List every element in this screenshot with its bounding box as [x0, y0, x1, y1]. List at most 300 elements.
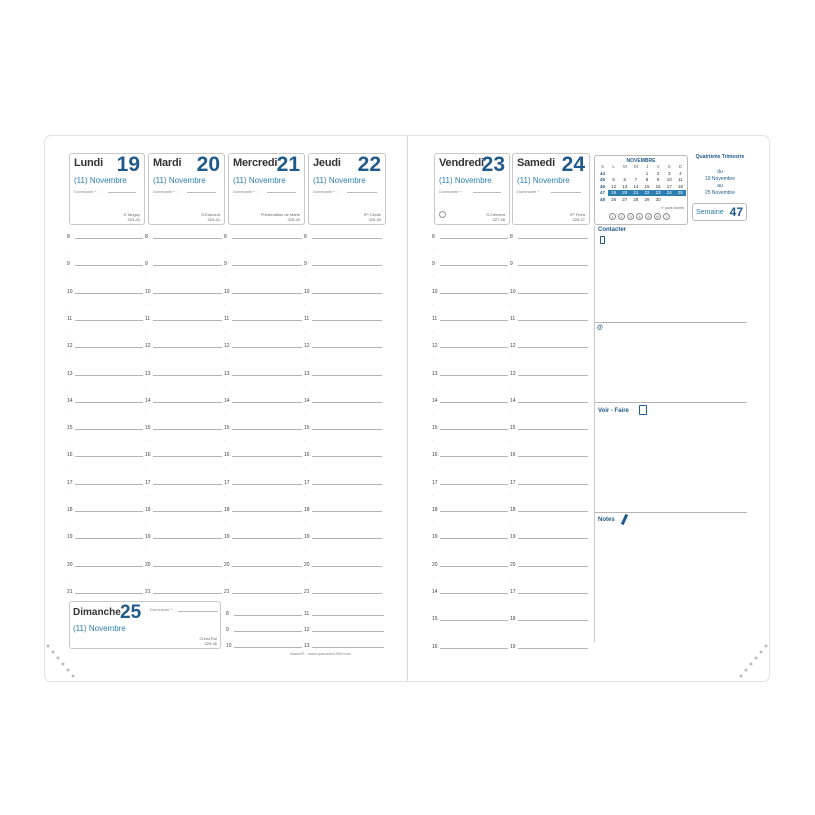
phone-icon [600, 236, 605, 244]
hour-line [312, 293, 382, 294]
day-cell: 28 [633, 196, 639, 202]
hour-label: 15 [304, 425, 310, 431]
hour-label: 17 [304, 480, 310, 486]
half-hour-dot: · [67, 547, 69, 553]
hour-line [75, 566, 143, 567]
hour-label: 8 [304, 234, 307, 240]
hour-label: 20 [67, 562, 73, 568]
half-hour-dot: · [510, 493, 512, 499]
hour-label: 14 [224, 398, 230, 404]
hour-line [75, 265, 143, 266]
day-month: (11) Novembre [153, 176, 206, 185]
hour-line [75, 320, 143, 321]
week-number-cell: 47 [600, 190, 606, 195]
hour-label: 9 [510, 261, 513, 267]
mini-calendar-grid [597, 164, 686, 202]
half-hour-dot: · [224, 411, 226, 417]
day-box-vendredi [434, 153, 510, 225]
day-name: Samedi [517, 157, 555, 169]
day-number: 21 [276, 153, 300, 176]
half-hour-dot: · [432, 411, 434, 417]
hour-line [518, 456, 588, 457]
hour-line [312, 402, 382, 403]
half-hour-dot: · [224, 247, 226, 253]
half-hour-dot: · [67, 329, 69, 335]
day-name: Lundi [74, 157, 103, 169]
week-label: Semaine [696, 209, 724, 216]
circle-marker [439, 211, 446, 218]
day-cell: 14 [633, 183, 639, 189]
hour-label: 19 [432, 534, 438, 540]
hour-line [232, 429, 302, 430]
hour-label: 18 [67, 507, 73, 513]
hour-label: 14 [510, 398, 516, 404]
half-hour-dot: · [304, 575, 306, 581]
hour-line [518, 620, 588, 621]
section-divider [595, 402, 747, 403]
half-hour-dot: · [432, 329, 434, 335]
hour-line [440, 538, 508, 539]
day-cell: 7 [634, 177, 638, 182]
quarter-start: 19 Novembre [704, 176, 735, 182]
half-hour-dot: · [145, 302, 147, 308]
hour-line [440, 375, 508, 376]
hour-label: 11 [432, 316, 438, 322]
half-hour-dot: · [67, 411, 69, 417]
half-hour-dot: · [224, 356, 226, 362]
hour-label: 19 [67, 534, 73, 540]
hour-line [75, 593, 143, 594]
hour-line [153, 375, 222, 376]
day-name: Jeudi [313, 157, 341, 169]
day-cell: 8 [645, 177, 649, 182]
mini-calendar-header: S [601, 164, 605, 169]
hour-line [440, 293, 508, 294]
hour-label: 9 [432, 261, 435, 267]
hour-line [312, 375, 382, 376]
hour-label: 19 [224, 534, 230, 540]
hour-line [232, 238, 302, 239]
dominante-label: Dominante * : [153, 189, 178, 194]
half-hour-dot: · [67, 274, 69, 280]
day-cell: 19 [608, 190, 619, 196]
hour-label: 9 [304, 261, 307, 267]
mini-calendar-header: M [622, 164, 627, 169]
hour-label: 21 [304, 589, 310, 595]
half-hour-dot: · [304, 247, 306, 253]
work-day-circle: 4 [636, 213, 643, 220]
hour-line [440, 620, 508, 621]
half-hour-dot: · [67, 247, 69, 253]
work-days-circles [609, 213, 670, 220]
day-number: 20 [196, 153, 220, 176]
spine [407, 136, 408, 681]
hour-label: 19 [145, 534, 151, 540]
half-hour-dot: · [304, 547, 306, 553]
hour-line [153, 347, 222, 348]
week-box [692, 203, 747, 221]
dominante-label: Dominante * : [439, 189, 464, 194]
day-name: Dimanche [73, 607, 121, 618]
hour-label: 18 [432, 507, 438, 513]
quarter-au: au [717, 183, 723, 189]
hour-line [232, 511, 302, 512]
hour-line [75, 511, 143, 512]
half-hour-dot: · [224, 329, 226, 335]
hour-line [232, 320, 302, 321]
day-number: 22 [357, 153, 381, 176]
half-hour-dot: · [510, 411, 512, 417]
half-hour-dot: · [432, 356, 434, 362]
hour-line [232, 265, 302, 266]
half-hour-dot: · [304, 302, 306, 308]
hour-line [312, 566, 382, 567]
dominante-line [187, 192, 216, 193]
mini-calendar-header: J [645, 164, 649, 169]
day-cell: 16 [655, 183, 661, 189]
hour-line [153, 511, 222, 512]
half-hour-dot: · [145, 411, 147, 417]
half-hour-dot: · [510, 575, 512, 581]
half-hour-dot: · [510, 465, 512, 471]
day-cell [608, 171, 619, 177]
hour-label: 11 [224, 316, 230, 322]
day-cell: 17 [666, 183, 672, 189]
hour-line [75, 538, 143, 539]
hour-label: 18 [304, 507, 310, 513]
hour-label: 19 [304, 534, 310, 540]
half-hour-dot: · [432, 547, 434, 553]
mini-calendar-header: M [634, 164, 638, 169]
half-hour-dot: · [145, 384, 147, 390]
day-cell [675, 197, 686, 203]
hour-line [440, 511, 508, 512]
corner-dots-right [730, 640, 770, 682]
saint-label: Présentation de Marie 325-40 [260, 212, 300, 222]
half-hour-dot: · [67, 575, 69, 581]
half-hour-dot: · [510, 247, 512, 253]
hour-label: 15 [67, 425, 73, 431]
work-day-circle: 7 [663, 213, 670, 220]
day-cell: 3 [668, 170, 671, 176]
hour-label: 14 [432, 398, 438, 404]
half-hour-dot: · [510, 329, 512, 335]
half-hour-dot: · [510, 438, 512, 444]
work-day-circle: 1 [609, 213, 616, 220]
hour-label: 15 [510, 425, 516, 431]
work-day-circle: 2 [618, 213, 625, 220]
half-hour-dot: · [432, 520, 434, 526]
day-cell: 6 [623, 177, 627, 182]
day-cell: 12 [611, 183, 617, 189]
half-hour-dot: · [145, 438, 147, 444]
half-hour-dot: · [67, 520, 69, 526]
day-month: (11) Novembre [233, 176, 286, 185]
hour-label: 16 [67, 452, 73, 458]
day-cell [664, 197, 675, 203]
half-hour-dot: · [145, 520, 147, 526]
half-hour-dot: · [432, 438, 434, 444]
hour-line [153, 402, 222, 403]
hour-line [232, 347, 302, 348]
half-hour-dot: · [304, 493, 306, 499]
half-hour-dot: · [304, 274, 306, 280]
hour-label: 13 [304, 371, 310, 377]
day-name: Vendredi [439, 157, 484, 169]
hour-line [234, 631, 302, 632]
hour-line [232, 402, 302, 403]
hour-line [518, 566, 588, 567]
hour-label: 17 [510, 480, 516, 486]
hour-label: 12 [304, 343, 310, 349]
hour-line [153, 320, 222, 321]
half-hour-dot: · [432, 575, 434, 581]
day-cell: 10 [666, 177, 672, 182]
corner-dots-left [44, 640, 84, 682]
dominante-label: Dominante * : [313, 189, 338, 194]
mini-calendar-note: n° jours ouvrés [660, 206, 684, 210]
hour-label: 16 [304, 452, 310, 458]
hour-line [440, 265, 508, 266]
half-hour-dot: · [224, 493, 226, 499]
day-number: 25 [120, 602, 142, 623]
hour-label: 14 [67, 398, 73, 404]
hour-label: 9 [67, 261, 70, 267]
half-hour-dot: · [510, 547, 512, 553]
mini-calendar [594, 155, 688, 225]
day-cell [619, 171, 630, 177]
hour-label: 8 [224, 234, 227, 240]
hour-line [312, 615, 384, 616]
notes-label: Notes [598, 517, 615, 523]
hour-line [440, 648, 508, 649]
day-cell: 23 [653, 190, 664, 196]
dominante-label: Dominante * : [150, 607, 175, 612]
hour-line [75, 484, 143, 485]
day-cell: 11 [678, 177, 683, 182]
hour-line [312, 593, 382, 594]
hour-label: 13 [67, 371, 73, 377]
hour-line [518, 347, 588, 348]
hour-label: 12 [432, 343, 438, 349]
day-month: (11) Novembre [313, 176, 366, 185]
hour-line [518, 238, 588, 239]
hour-line [312, 511, 382, 512]
hour-label: 20 [304, 562, 310, 568]
hour-label: 12 [67, 343, 73, 349]
day-cell: 5 [612, 177, 615, 182]
work-day-circle: 5 [645, 213, 652, 220]
hour-label: 20 [145, 562, 151, 568]
hour-label: 16 [224, 452, 230, 458]
hour-label: 12 [145, 343, 151, 349]
hour-line [312, 265, 382, 266]
day-cell: 20 [619, 190, 630, 196]
day-month: (11) Novembre [439, 176, 492, 185]
hour-label: 10 [67, 289, 73, 295]
saint-label: S.Tanguy 323-42 [123, 212, 140, 222]
half-hour-dot: · [432, 384, 434, 390]
day-cell: 4 [679, 170, 682, 176]
hour-label: 16 [145, 452, 151, 458]
dominante-label: Dominante * : [517, 189, 542, 194]
half-hour-dot: · [145, 274, 147, 280]
day-cell: 25 [675, 190, 686, 196]
hour-line [232, 538, 302, 539]
hour-line [440, 456, 508, 457]
half-hour-dot: · [510, 520, 512, 526]
half-hour-dot: · [145, 465, 147, 471]
hour-label: 10 [304, 289, 310, 295]
hour-line [153, 265, 222, 266]
hour-line [153, 429, 222, 430]
half-hour-dot: · [224, 438, 226, 444]
half-hour-dot: · [432, 493, 434, 499]
hour-label: 20 [432, 562, 438, 568]
half-hour-dot: · [304, 384, 306, 390]
hour-label: 18 [145, 507, 151, 513]
hour-label: 17 [67, 480, 73, 486]
hour-line [440, 320, 508, 321]
hour-line [312, 484, 382, 485]
dominante-line [108, 192, 136, 193]
hour-line [312, 320, 382, 321]
hour-line [312, 647, 384, 648]
half-hour-dot: · [145, 247, 147, 253]
hour-label: 14 [145, 398, 151, 404]
saint-label: Sᵗᵉ Cécile 326-39 [363, 212, 381, 222]
hour-line [75, 238, 143, 239]
hour-line [440, 593, 508, 594]
day-cell: 24 [664, 190, 675, 196]
day-box-mercredi [228, 153, 305, 225]
hour-line [518, 265, 588, 266]
day-cell: 15 [644, 183, 650, 189]
voir-faire-label: Voir - Faire [598, 408, 629, 414]
hour-label: 15 [224, 425, 230, 431]
at-label: @ [597, 325, 603, 331]
half-hour-dot: · [67, 302, 69, 308]
dominante-line [178, 611, 218, 612]
half-hour-dot: · [432, 302, 434, 308]
hour-label: 11 [304, 316, 310, 322]
clipboard-icon [639, 405, 647, 415]
hour-label: 13 [145, 371, 151, 377]
day-box-samedi [512, 153, 590, 225]
half-hour-dot: · [432, 465, 434, 471]
dominante-line [347, 192, 377, 193]
hour-line [518, 648, 588, 649]
hour-line [75, 347, 143, 348]
day-number: 24 [561, 153, 585, 176]
hour-label: 10 [432, 289, 438, 295]
half-hour-dot: · [67, 438, 69, 444]
half-hour-dot: · [304, 438, 306, 444]
week-number-cell: 46 [600, 183, 606, 189]
hour-label: 18 [224, 507, 230, 513]
hour-line [232, 293, 302, 294]
hour-line [153, 566, 222, 567]
hour-line [518, 402, 588, 403]
footer-credit: Afaiea® - www.quovadis1954.com [290, 651, 351, 656]
hour-line [440, 566, 508, 567]
day-cell: 13 [622, 183, 628, 189]
hour-line [153, 593, 222, 594]
day-box-dimanche [69, 601, 221, 649]
day-number: 23 [481, 153, 505, 176]
hour-label: 17 [224, 480, 230, 486]
hour-label: 10 [510, 289, 516, 295]
hour-line [518, 375, 588, 376]
hour-label: 15 [145, 425, 151, 431]
hour-line [312, 456, 382, 457]
hour-line [153, 484, 222, 485]
half-hour-dot: · [145, 493, 147, 499]
quarter-title: Quatrième Trimestre [695, 154, 745, 160]
half-hour-dot: · [510, 302, 512, 308]
day-box-mardi [148, 153, 225, 225]
hour-label: 20 [224, 562, 230, 568]
hour-line [518, 593, 588, 594]
half-hour-dot: · [304, 465, 306, 471]
hour-label: 16 [510, 452, 516, 458]
hour-label: 11 [304, 611, 310, 617]
hour-label: 8 [145, 234, 148, 240]
day-cell: 2 [656, 170, 660, 176]
hour-line [440, 402, 508, 403]
day-name: Mardi [153, 157, 182, 169]
hour-line [518, 538, 588, 539]
day-month: (11) Novembre [73, 624, 126, 633]
hour-line [153, 238, 222, 239]
hour-line [440, 429, 508, 430]
hour-label: 12 [304, 627, 310, 633]
day-cell: 18 [677, 183, 683, 189]
half-hour-dot: · [224, 547, 226, 553]
hour-label: 9 [224, 261, 227, 267]
hour-line [312, 429, 382, 430]
hour-label: 12 [224, 343, 230, 349]
day-cell: 1 [645, 170, 649, 176]
hour-label: 21 [67, 589, 73, 595]
half-hour-dot: · [67, 465, 69, 471]
hour-label: 16 [432, 452, 438, 458]
hour-line [153, 456, 222, 457]
hour-label: 13 [304, 643, 310, 649]
mini-calendar-header: D [678, 164, 683, 169]
hour-line [232, 456, 302, 457]
day-cell: 29 [644, 196, 650, 202]
half-hour-dot: · [304, 411, 306, 417]
hour-label: 19 [510, 534, 516, 540]
half-hour-dot: · [224, 384, 226, 390]
hour-line [75, 293, 143, 294]
hour-label: 17 [510, 589, 516, 595]
saint-label: Christ Roi 329-36 [199, 636, 217, 646]
hour-label: 8 [432, 234, 435, 240]
hour-label: 9 [226, 627, 229, 633]
half-hour-dot: · [145, 575, 147, 581]
hour-line [440, 347, 508, 348]
hour-line [75, 402, 143, 403]
hour-label: 8 [67, 234, 70, 240]
hour-line [518, 293, 588, 294]
hour-label: 10 [145, 289, 151, 295]
panel-divider [594, 226, 595, 642]
hour-label: 11 [145, 316, 151, 322]
dominante-label: Dominante * : [74, 189, 99, 194]
hour-label: 18 [510, 507, 516, 513]
